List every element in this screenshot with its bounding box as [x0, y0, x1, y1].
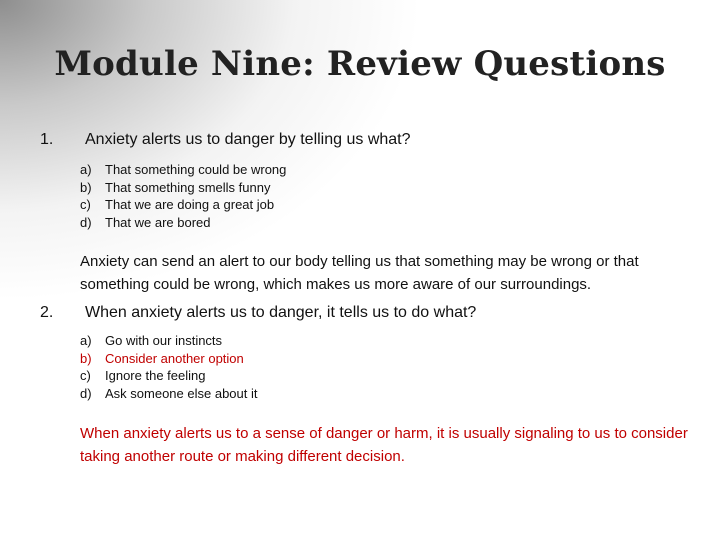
- option-text: That we are doing a great job: [105, 197, 275, 212]
- option-letter: b): [80, 350, 92, 366]
- question-1-answer: Anxiety can send an alert to our body telling us that something may be wrong or that something could be wrong, which makes us more aware of our surroundings.: [80, 253, 639, 293]
- option-letter: c): [80, 197, 91, 212]
- option-letter: d): [80, 385, 92, 401]
- question-2-option-b: [80, 350, 257, 368]
- question-2-option-c: [80, 367, 257, 385]
- question-2-options: [80, 332, 257, 402]
- question-1-text: Anxiety alerts us to danger by telling us what?: [85, 131, 411, 148]
- option-text: That something could be wrong: [105, 162, 287, 177]
- question-1-number: 1.: [40, 131, 54, 148]
- question-2-number: 2.: [40, 304, 54, 321]
- option-text: That we are bored: [105, 214, 211, 230]
- option-text: Go with our instincts: [105, 333, 223, 348]
- question-1-option-a: [80, 161, 286, 179]
- option-text: Ask someone else about it: [105, 385, 258, 401]
- option-letter: a): [80, 333, 92, 348]
- question-2-text: When anxiety alerts us to danger, it tells us to do what?: [85, 304, 477, 321]
- question-1-option-c: [80, 196, 286, 214]
- question-1-options: [80, 161, 286, 231]
- option-letter: d): [80, 214, 92, 230]
- option-letter: c): [80, 368, 91, 383]
- question-2-option-d: [80, 385, 257, 403]
- option-text: That something smells funny: [105, 179, 271, 195]
- question-2-option-a: [80, 332, 257, 350]
- option-letter: b): [80, 179, 92, 195]
- option-text: Consider another option: [105, 350, 244, 366]
- question-1-option-b: [80, 179, 286, 197]
- question-2-answer: When anxiety alerts us to a sense of danger or harm, it is usually signaling to us to consider taking another route or making different decision.: [80, 425, 688, 465]
- option-text: Ignore the feeling: [105, 368, 206, 383]
- question-1-option-d: [80, 214, 286, 232]
- slide-title: Module Nine: Review Questions: [54, 44, 666, 84]
- option-letter: a): [80, 162, 92, 177]
